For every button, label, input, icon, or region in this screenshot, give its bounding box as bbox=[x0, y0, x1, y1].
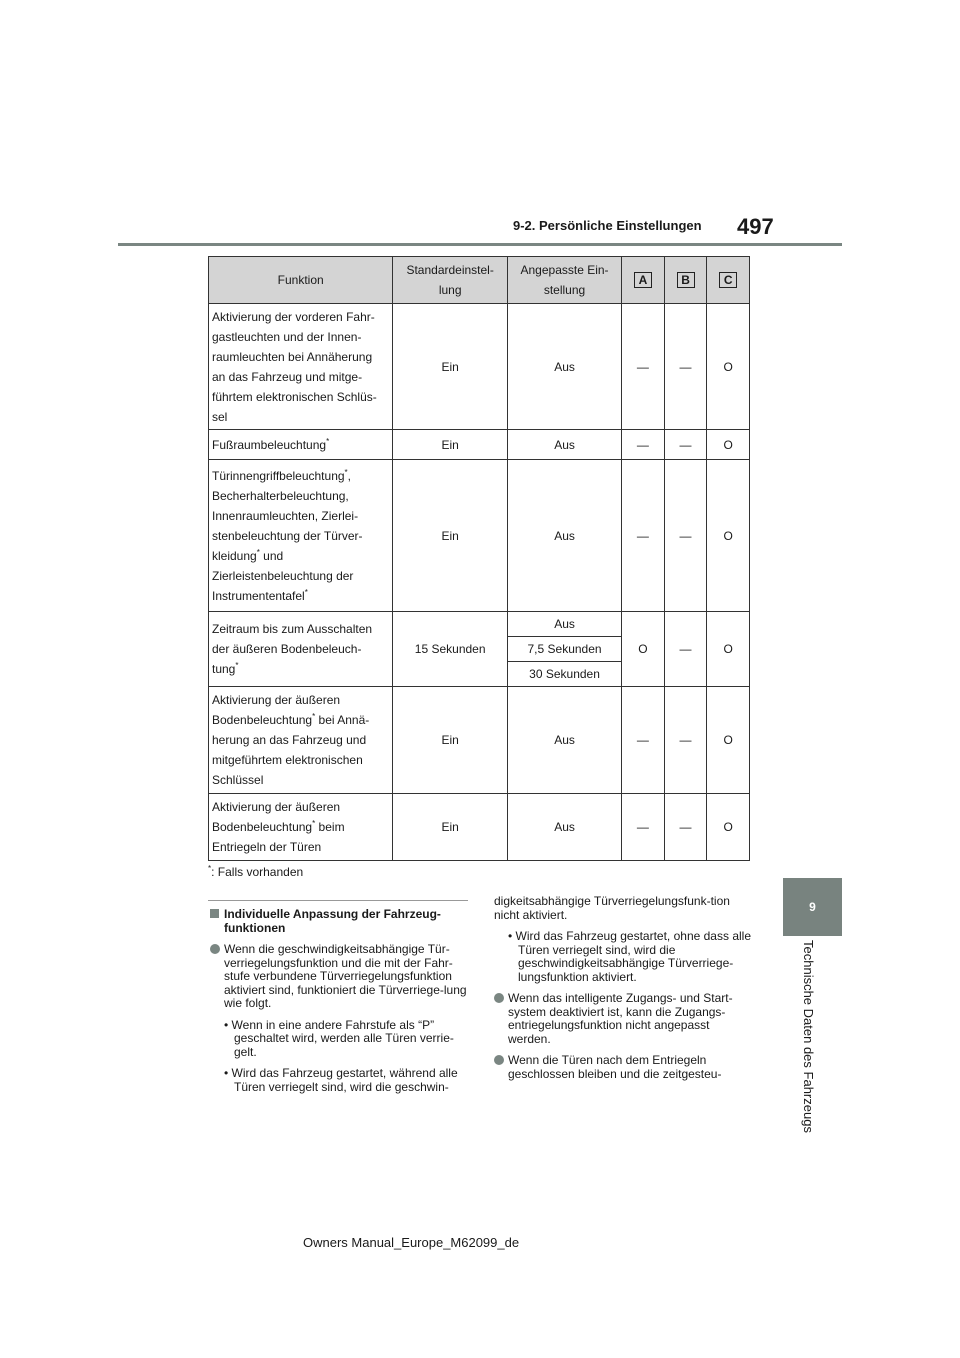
ang-cell: Aus bbox=[507, 794, 621, 861]
a-cell: — bbox=[622, 430, 665, 460]
header-c bbox=[707, 257, 750, 304]
header-funktion: Funktion bbox=[209, 257, 393, 304]
sub-item-continuation: digkeitsabhängige Türverriegelungsfunk-tion nicht aktiviert. bbox=[494, 894, 730, 922]
b-cell: — bbox=[664, 430, 707, 460]
b-cell: — bbox=[664, 687, 707, 794]
std-cell: Ein bbox=[393, 304, 508, 430]
func-cell: Aktivierung der äußeren Bodenbeleuchtung* beim Entriegeln der Türen bbox=[209, 794, 393, 861]
bullet-paragraph: Wenn das intelligente Zugangs- und Start-system deaktiviert ist, kann die Zugangs-entriegelungsfunktion nicht angepasst werden. bbox=[494, 992, 752, 1046]
table-row bbox=[209, 304, 750, 430]
footnote: *: Falls vorhanden bbox=[208, 864, 304, 879]
header-rule bbox=[118, 243, 842, 246]
c-cell: O bbox=[707, 612, 750, 687]
func-cell: Zeitraum bis zum Ausschalten der äußeren Bodenbeleuch- tung* bbox=[209, 612, 393, 687]
b-cell: — bbox=[664, 304, 707, 430]
circle-bullet-icon bbox=[494, 993, 504, 1003]
a-cell: — bbox=[622, 304, 665, 430]
left-column bbox=[210, 908, 468, 1102]
table-header-row bbox=[209, 257, 750, 304]
bullet-paragraph: Wenn die geschwindigkeitsabhängige Tür-verriegelungsfunktion und die mit der Fahr-stufe verbundene Türverriegelungsfunktion aktiviert sind, funktioniert die Türverriege-lung wie folgt. bbox=[210, 943, 468, 1011]
std-cell: 15 Sekunden bbox=[393, 612, 508, 687]
func-cell: Aktivierung der äußeren Bodenbeleuchtung* bei Annä- herung an das Fahrzeug und mitgeführtem elektronischen Schlüssel bbox=[209, 687, 393, 794]
bullet-paragraph: Wenn die Türen nach dem Entriegeln geschlossen bleiben und die zeitgesteu- bbox=[494, 1054, 752, 1081]
chapter-number: 9 bbox=[809, 900, 816, 914]
c-cell: O bbox=[707, 304, 750, 430]
footer-doc-id: Owners Manual_Europe_M62099_de bbox=[303, 1235, 520, 1250]
header-a bbox=[622, 257, 665, 304]
c-cell: O bbox=[707, 794, 750, 861]
func-cell: Türinnengriffbeleuchtung*, Becherhalterbeleuchtung, Innenraumleuchten, Zierlei- stenbeleuchtung der Türver- kleidung* und Zierleistenbeleuchtung der Instrumententafel* bbox=[209, 460, 393, 612]
c-cell: O bbox=[707, 460, 750, 612]
c-cell: O bbox=[707, 687, 750, 794]
a-cell: O bbox=[622, 612, 665, 687]
a-cell: — bbox=[622, 460, 665, 612]
square-bullet-icon bbox=[210, 909, 219, 918]
page-number: 497 bbox=[737, 214, 774, 239]
a-cell: — bbox=[622, 794, 665, 861]
section-header: 9-2. Persönliche Einstellungen bbox=[513, 218, 702, 233]
header-standard: Standardeinstel- lung bbox=[393, 257, 508, 304]
ang-cell: Aus bbox=[507, 460, 621, 612]
c-cell: O bbox=[707, 430, 750, 460]
column-rule bbox=[208, 900, 468, 901]
std-cell: Ein bbox=[393, 687, 508, 794]
box-b-icon: B bbox=[677, 272, 695, 288]
header-angepasst: Angepasste Ein- stellung bbox=[507, 257, 621, 304]
func-cell: Aktivierung der vorderen Fahr- gastleuchten und der Innen- raumleuchten bei Annäherung an das Fahrzeug und mitge- führtem elektronischen Schlüs- sel bbox=[209, 304, 393, 430]
ang-cell: Aus bbox=[507, 687, 621, 794]
option-cell: Aus bbox=[507, 612, 621, 637]
chapter-title: Technische Daten des Fahrzeugs bbox=[801, 940, 816, 1133]
right-column bbox=[494, 895, 752, 1089]
ang-cell: Aus bbox=[507, 430, 621, 460]
std-cell: Ein bbox=[393, 460, 508, 612]
option-cell: 30 Sekunden bbox=[507, 662, 621, 687]
ang-cell: Aus bbox=[507, 304, 621, 430]
table-row bbox=[209, 460, 750, 612]
b-cell: — bbox=[664, 794, 707, 861]
option-cell: 7,5 Sekunden bbox=[507, 637, 621, 662]
box-c-icon: C bbox=[719, 272, 737, 288]
b-cell: — bbox=[664, 612, 707, 687]
sub-item: • Wenn in eine andere Fahrstufe als “P” geschaltet wird, werden alle Türen verrie-gelt. bbox=[224, 1017, 454, 1059]
box-a-icon: A bbox=[634, 272, 652, 288]
std-cell: Ein bbox=[393, 430, 508, 460]
sub-item: • Wird das Fahrzeug gestartet, ohne dass alle Türen verriegelt sind, wird die geschwindigkeitsabhängige Türverriege-lungsfunktion aktiviert. bbox=[508, 929, 751, 984]
b-cell: — bbox=[664, 460, 707, 612]
settings-table bbox=[208, 256, 750, 861]
header-b bbox=[664, 257, 707, 304]
table-row bbox=[209, 612, 750, 637]
table-row bbox=[209, 687, 750, 794]
a-cell: — bbox=[622, 687, 665, 794]
std-cell: Ein bbox=[393, 794, 508, 861]
chapter-tab bbox=[783, 878, 842, 936]
sub-item: • Wird das Fahrzeug gestartet, während alle Türen verriegelt sind, wird die geschwin- bbox=[224, 1066, 458, 1094]
section-heading: Individuelle Anpassung der Fahrzeug-funktionen bbox=[210, 908, 468, 935]
circle-bullet-icon bbox=[494, 1055, 504, 1065]
chapter-title-vertical bbox=[800, 940, 822, 1160]
circle-bullet-icon bbox=[210, 944, 220, 954]
table-row bbox=[209, 794, 750, 861]
table-row bbox=[209, 430, 750, 460]
func-cell: Fußraumbeleuchtung* bbox=[209, 430, 393, 460]
